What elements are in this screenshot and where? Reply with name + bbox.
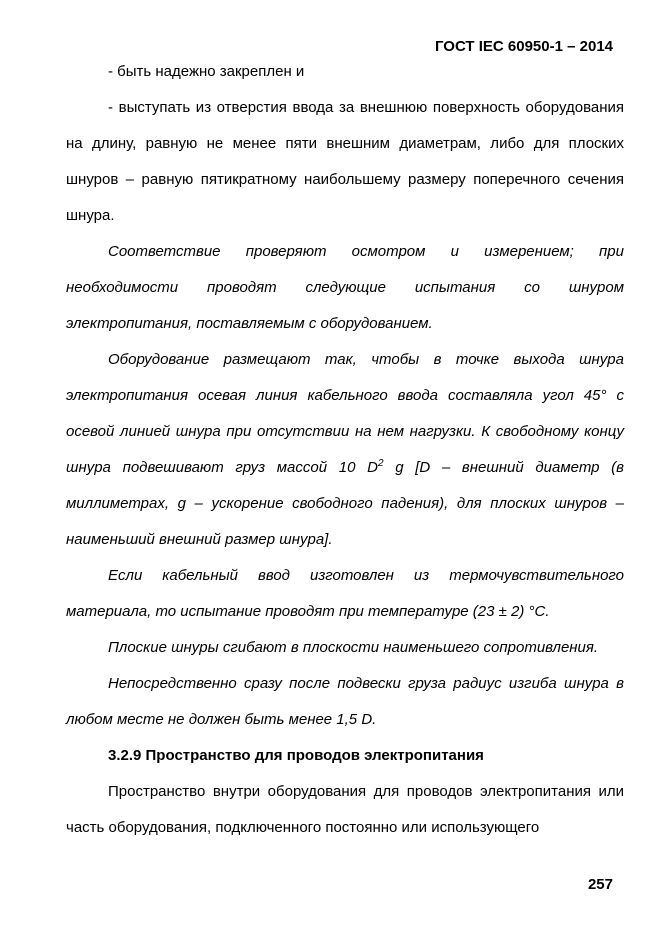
paragraph-wiring-space: Пространство внутри оборудования для проводов электропитания или часть оборудования, подключенного постоянно или использующего — [66, 783, 624, 836]
paragraph-test-setup — [66, 342, 624, 558]
page-body — [66, 54, 624, 846]
paragraph-list-item-1: - быть надежно закреплен и — [108, 63, 305, 80]
superscript-exponent: 2 — [377, 458, 384, 469]
paragraph-temperature-condition: Если кабельный ввод изготовлен из термочувствительного материала, то испытание проводят при температуре (23 ± 2) °С. — [66, 567, 624, 620]
paragraph-bend-radius: Непосредственно сразу после подвески груза радиус изгиба шнура в любом месте не должен быть менее 1,5 D. — [66, 675, 624, 728]
paragraph-list-item-2: - выступать из отверстия ввода за внешнюю поверхность оборудования на длину, равную не менее пяти внешним диаметрам, либо для плоских шнуров – равную пятикратному наибольшему размеру поперечного сечения шнура. — [66, 99, 624, 224]
test-setup-text-part-2: g [D – внешний диаметр (в миллиметрах, g – ускорение свободного падения), для плоских шнуров – наименьший внешний размер шнура]. — [66, 459, 624, 548]
section-heading: 3.2.9 Пространство для проводов электропитания — [108, 747, 484, 764]
paragraph-compliance-check: Соответствие проверяют осмотром и измерением; при необходимости проводят следующие испытания со шнуром электропитания, поставляемым с оборудованием. — [66, 243, 624, 332]
test-setup-text-part-1: Оборудование размещают так, чтобы в точке выхода шнура электропитания осевая линия кабельного ввода составляла угол 45° с осевой линией шнура при отсутствии на нем нагрузки. К свободному концу шнура подвешивают груз массой 10 D — [66, 351, 624, 476]
page-number: 257 — [587, 876, 613, 893]
paragraph-flat-cords: Плоские шнуры сгибают в плоскости наименьшего сопротивления. — [108, 639, 599, 656]
document-header: ГОСТ IEC 60950-1 – 2014 — [434, 38, 613, 55]
